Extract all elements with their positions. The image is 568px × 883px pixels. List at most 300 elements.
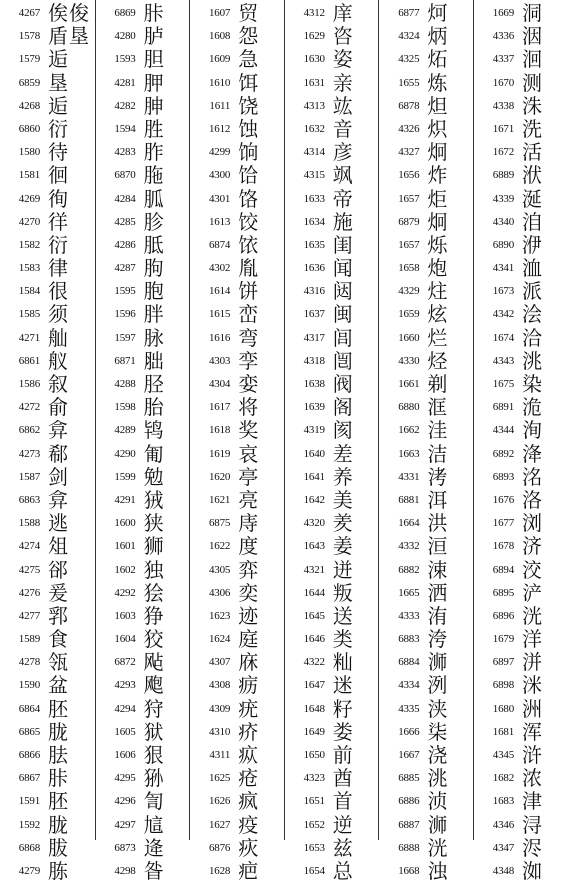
index-entry (379, 837, 472, 860)
entry-characters: 彦 (332, 140, 354, 165)
index-entry (190, 535, 283, 558)
entry-characters: 徉 (48, 209, 69, 234)
entry-characters: 盾垦 (48, 24, 90, 49)
index-column (0, 0, 94, 883)
index-entry (0, 489, 94, 512)
entry-characters: 胙 (143, 140, 165, 165)
entry-number: 4286 (114, 238, 136, 251)
index-entry (0, 837, 94, 860)
entry-number: 1624 (208, 633, 231, 646)
entry-number: 6890 (492, 238, 514, 251)
entry-characters: 爰 (48, 580, 69, 605)
entry-number: 4337 (492, 53, 514, 66)
index-entry (0, 767, 94, 790)
entry-characters: 峦 (238, 302, 260, 327)
entry-number: 4276 (18, 586, 40, 599)
entry-number: 6862 (18, 424, 40, 437)
entry-characters: 迹 (238, 603, 260, 628)
entry-number: 4335 (398, 702, 420, 715)
entry-number: 4291 (114, 493, 136, 506)
entry-characters: 洑 (522, 163, 543, 188)
entry-number: 1657 (398, 192, 420, 205)
index-entry (379, 118, 472, 141)
index-entry (474, 698, 567, 721)
entry-characters: 浐 (522, 580, 543, 605)
entry-number: 1586 (18, 378, 40, 390)
entry-characters: 衍 (48, 232, 69, 257)
entry-characters: 洛 (522, 487, 543, 512)
index-entry (0, 605, 94, 628)
entry-number: 1681 (492, 725, 514, 738)
index-entry (474, 164, 567, 187)
entry-number: 1650 (303, 749, 325, 761)
entry-number: 4269 (18, 192, 40, 205)
index-entry (285, 628, 378, 651)
entry-characters: 竑 (332, 93, 354, 118)
entry-number: 1642 (303, 493, 325, 506)
entry-characters: 疢 (238, 835, 260, 860)
entry-characters: 狰 (143, 603, 165, 628)
entry-characters: 胞 (143, 279, 165, 304)
index-entry (285, 48, 378, 71)
entry-characters: 鸨 (143, 418, 165, 443)
entry-characters: 洵 (522, 418, 543, 443)
entry-number: 1592 (18, 818, 40, 831)
index-entry (0, 350, 94, 373)
index-entry (285, 535, 378, 558)
index-entry (474, 72, 567, 95)
entry-number: 1683 (492, 795, 514, 808)
index-entry (190, 188, 283, 211)
entry-number: 6883 (398, 633, 420, 646)
entry-number: 4270 (18, 215, 40, 228)
entry-characters: 亮 (238, 487, 260, 512)
index-entry (379, 327, 472, 350)
entry-number: 6888 (398, 841, 420, 854)
index-entry (190, 814, 283, 837)
entry-number: 1627 (208, 818, 231, 831)
entry-number: 1600 (114, 517, 136, 530)
index-entry (96, 582, 189, 605)
entry-characters: 独 (143, 557, 165, 582)
entry-number: 4282 (114, 99, 136, 112)
index-entry (285, 721, 378, 744)
entry-characters: 疫 (238, 812, 260, 837)
index-entry (379, 257, 472, 280)
entry-number: 1604 (114, 633, 136, 646)
entry-number: 6889 (492, 169, 514, 182)
entry-number: 1623 (208, 609, 231, 622)
entry-number: 6892 (492, 447, 514, 460)
index-entry (190, 327, 283, 350)
index-entry (190, 489, 283, 512)
entry-characters: 洲 (522, 696, 543, 721)
entry-number: 4313 (303, 99, 325, 112)
index-entry (190, 164, 283, 187)
entry-characters: 饶 (238, 93, 260, 118)
index-entry (190, 234, 283, 257)
entry-number: 1580 (18, 146, 40, 159)
index-entry (96, 628, 189, 651)
entry-number: 4278 (18, 656, 40, 669)
index-entry (474, 303, 567, 326)
index-entry (379, 234, 472, 257)
index-entry (190, 350, 283, 373)
entry-characters: 洣 (522, 673, 543, 698)
index-entry (190, 396, 283, 419)
index-entry (0, 790, 94, 813)
index-entry (96, 419, 189, 442)
entry-number: 1652 (303, 818, 325, 831)
entry-characters: 逃 (48, 511, 69, 536)
entry-number: 1640 (303, 447, 325, 460)
entry-number: 1632 (303, 122, 325, 135)
entry-characters: 庠 (332, 1, 354, 25)
index-entry (96, 211, 189, 234)
entry-characters: 狩 (143, 696, 165, 721)
entry-characters: 胗 (143, 209, 165, 234)
entry-number: 1674 (492, 331, 514, 344)
entry-number: 1648 (303, 702, 325, 715)
index-entry (379, 2, 472, 25)
entry-number: 1663 (398, 447, 420, 460)
entry-number: 1677 (492, 517, 514, 530)
entry-number: 4333 (398, 609, 420, 622)
entry-characters: 叛 (332, 580, 354, 605)
index-entry (285, 2, 378, 25)
index-entry (96, 790, 189, 813)
index-entry (190, 860, 283, 883)
entry-characters: 逅 (48, 47, 69, 72)
entry-characters: 庥 (238, 650, 260, 675)
entry-number: 1590 (18, 679, 40, 692)
index-entry (0, 860, 94, 883)
index-entry (379, 582, 472, 605)
index-entry (96, 280, 189, 303)
entry-characters: 炮 (427, 256, 449, 281)
index-entry (379, 466, 472, 489)
entry-characters: 胐 (143, 348, 165, 373)
entry-number: 1587 (18, 470, 40, 483)
entry-number: 1589 (18, 633, 40, 646)
entry-number: 4324 (398, 30, 420, 43)
index-entry (285, 559, 378, 582)
entry-characters: 须 (48, 302, 69, 327)
entry-number: 6872 (114, 656, 136, 669)
entry-number: 1584 (18, 285, 40, 298)
index-entry (474, 744, 567, 767)
entry-number: 1682 (492, 772, 514, 785)
entry-number: 6875 (208, 517, 231, 530)
entry-number: 4285 (114, 215, 136, 228)
entry-characters: 咨 (332, 24, 354, 49)
index-entry (190, 211, 283, 234)
entry-characters: 炳 (427, 24, 449, 49)
entry-number: 1636 (303, 262, 325, 275)
index-entry (379, 674, 472, 697)
index-entry (379, 535, 472, 558)
entry-characters: 饺 (238, 209, 260, 234)
index-entry (285, 512, 378, 535)
entry-number: 4341 (492, 262, 514, 275)
entry-characters: 饷 (238, 140, 260, 165)
index-entry (285, 303, 378, 326)
entry-characters: 饸 (238, 163, 260, 188)
entry-characters: 胨 (48, 858, 69, 883)
index-entry (379, 95, 472, 118)
entry-characters: 訄 (143, 812, 165, 837)
entry-number: 6874 (208, 238, 231, 251)
entry-characters: 洢 (522, 232, 543, 257)
index-entry (379, 489, 472, 512)
entry-characters: 洸 (522, 603, 543, 628)
index-entry (474, 211, 567, 234)
entry-characters: 浈 (427, 789, 449, 814)
index-entry (190, 721, 283, 744)
index-entry (96, 535, 189, 558)
index-entry (379, 721, 472, 744)
index-entry (190, 141, 283, 164)
index-entry (190, 118, 283, 141)
entry-number: 4299 (208, 146, 231, 159)
entry-characters: 狲 (143, 766, 165, 791)
entry-characters: 济 (522, 534, 543, 559)
entry-number: 1611 (209, 99, 231, 112)
entry-number: 1585 (18, 308, 40, 321)
entry-number: 4323 (303, 772, 325, 785)
entry-number: 1657 (398, 238, 420, 251)
entry-characters: 洈 (522, 395, 543, 420)
index-entry (190, 790, 283, 813)
entry-characters: 闾 (332, 325, 354, 350)
index-entry (96, 466, 189, 489)
index-entry (96, 373, 189, 396)
index-entry (285, 234, 378, 257)
entry-characters: 炽 (427, 116, 449, 141)
entry-characters: 奖 (238, 418, 260, 443)
index-entry (190, 559, 283, 582)
entry-number: 4345 (492, 749, 514, 761)
entry-number: 1635 (303, 238, 325, 251)
entry-number: 1621 (208, 493, 231, 506)
index-entry (190, 25, 283, 48)
entry-characters: 亭 (238, 464, 260, 489)
entry-characters: 疤 (238, 858, 260, 883)
index-entry (379, 698, 472, 721)
entry-number: 1579 (18, 53, 40, 66)
entry-characters: 胣 (143, 163, 165, 188)
index-entry (0, 2, 94, 25)
entry-number: 4296 (114, 795, 136, 808)
entry-characters: 胪 (143, 24, 165, 49)
index-entry (285, 767, 378, 790)
index-entry (285, 211, 378, 234)
entry-number: 6859 (18, 76, 40, 89)
index-entry (96, 651, 189, 674)
entry-number: 4293 (114, 679, 136, 692)
entry-number: 6884 (398, 656, 420, 669)
index-entry (96, 2, 189, 25)
entry-number: 6895 (492, 586, 514, 599)
entry-number: 6876 (208, 841, 231, 854)
entry-characters: 俟俊 (48, 1, 90, 25)
index-entry (474, 674, 567, 697)
index-entry (0, 628, 94, 651)
entry-number: 4312 (303, 7, 325, 19)
entry-characters: 訇 (143, 789, 165, 814)
index-entry (474, 141, 567, 164)
entry-characters: 炟 (427, 93, 449, 118)
entry-characters: 洨 (522, 557, 543, 582)
index-entry (474, 559, 567, 582)
index-entry (0, 141, 94, 164)
index-entry (285, 188, 378, 211)
entry-number: 4334 (398, 679, 420, 692)
entry-number: 1629 (303, 30, 325, 43)
entry-number: 4309 (208, 702, 231, 715)
index-entry (190, 628, 283, 651)
index-entry (96, 141, 189, 164)
index-entry (285, 419, 378, 442)
index-entry (96, 396, 189, 419)
entry-characters: 涎 (522, 186, 543, 211)
entry-characters: 闿 (332, 348, 354, 373)
index-column (473, 0, 567, 883)
entry-characters: 烂 (427, 325, 449, 350)
entry-characters: 烁 (427, 232, 449, 257)
entry-number: 1662 (398, 424, 420, 437)
index-entry (379, 188, 472, 211)
entry-characters: 浃 (427, 696, 449, 721)
entry-number: 1625 (208, 772, 231, 785)
entry-number: 1596 (114, 308, 136, 321)
entry-number: 1675 (492, 378, 514, 390)
entry-number: 1617 (208, 401, 231, 414)
entry-number: 6882 (398, 563, 420, 576)
index-entry (285, 674, 378, 697)
entry-characters: 浑 (522, 719, 543, 744)
entry-number: 1667 (398, 749, 420, 761)
index-entry (474, 466, 567, 489)
entry-number: 4347 (492, 841, 514, 854)
entry-number: 4287 (114, 262, 136, 275)
entry-number: 1644 (303, 586, 325, 599)
index-entry (0, 327, 94, 350)
index-entry (96, 72, 189, 95)
index-entry (96, 744, 189, 767)
entry-characters: 俞 (48, 395, 69, 420)
entry-characters: 闻 (332, 256, 354, 281)
entry-characters: 浕 (522, 835, 543, 860)
entry-number: 1582 (18, 238, 40, 251)
entry-characters: 胠 (48, 743, 69, 767)
entry-characters: 待 (48, 140, 69, 165)
entry-number: 1619 (208, 447, 231, 460)
entry-characters: 炬 (427, 186, 449, 211)
index-entry (190, 72, 283, 95)
index-entry (474, 280, 567, 303)
entry-characters: 洇 (522, 24, 543, 49)
entry-number: 1601 (114, 540, 136, 553)
entry-number: 1602 (114, 563, 136, 576)
index-entry (0, 25, 94, 48)
index-entry (379, 605, 472, 628)
entry-characters: 洌 (427, 673, 449, 698)
entry-number: 4319 (303, 424, 325, 437)
entry-characters: 哀 (238, 441, 260, 466)
entry-characters: 浒 (522, 743, 543, 767)
entry-number: 1647 (303, 679, 325, 692)
entry-characters: 美 (332, 487, 354, 512)
entry-characters: 亲 (332, 70, 354, 95)
entry-characters: 迷 (332, 673, 354, 698)
entry-characters: 疯 (238, 789, 260, 814)
index-entry (285, 605, 378, 628)
entry-number: 4280 (114, 30, 136, 43)
index-entry (474, 860, 567, 883)
entry-number: 1620 (208, 470, 231, 483)
entry-number: 1671 (492, 122, 514, 135)
entry-characters: 洙 (522, 93, 543, 118)
entry-number: 1676 (492, 493, 514, 506)
entry-characters: 洽 (522, 325, 543, 350)
index-entry (285, 280, 378, 303)
entry-number: 1610 (208, 76, 231, 89)
entry-number: 4308 (208, 679, 231, 692)
index-entry (190, 466, 283, 489)
entry-characters: 炷 (427, 279, 449, 304)
index-entry (474, 651, 567, 674)
index-entry (474, 814, 567, 837)
entry-characters: 很 (48, 279, 69, 304)
index-entry (285, 651, 378, 674)
entry-characters: 前 (332, 743, 354, 767)
index-entry (285, 257, 378, 280)
index-entry (0, 95, 94, 118)
entry-number: 1665 (398, 586, 420, 599)
entry-number: 4306 (208, 586, 231, 599)
index-entry (474, 257, 567, 280)
index-entry (190, 767, 283, 790)
index-entry (285, 489, 378, 512)
entry-number: 6880 (398, 401, 420, 414)
entry-number: 4279 (18, 864, 40, 877)
entry-characters: 总 (332, 858, 354, 883)
index-entry (190, 419, 283, 442)
entry-characters: 胆 (143, 47, 165, 72)
entry-number: 1618 (208, 424, 231, 437)
entry-number: 6870 (114, 169, 136, 182)
entry-number: 1656 (398, 169, 420, 182)
entry-number: 4289 (114, 424, 136, 437)
index-entry (96, 860, 189, 883)
entry-number: 6879 (398, 215, 420, 228)
entry-characters: 逅 (48, 93, 69, 118)
entry-number: 6877 (398, 7, 420, 19)
entry-characters: 洸 (427, 835, 449, 860)
entry-number: 4330 (398, 354, 420, 367)
entry-characters: 急 (238, 47, 260, 72)
index-entry (190, 512, 283, 535)
index-entry (0, 698, 94, 721)
index-entry (190, 651, 283, 674)
entry-characters: 洱 (427, 487, 449, 512)
index-entry (96, 234, 189, 257)
index-entry (379, 767, 472, 790)
index-column (284, 0, 378, 883)
entry-number: 4277 (18, 609, 40, 622)
entry-characters: 胈 (48, 835, 69, 860)
